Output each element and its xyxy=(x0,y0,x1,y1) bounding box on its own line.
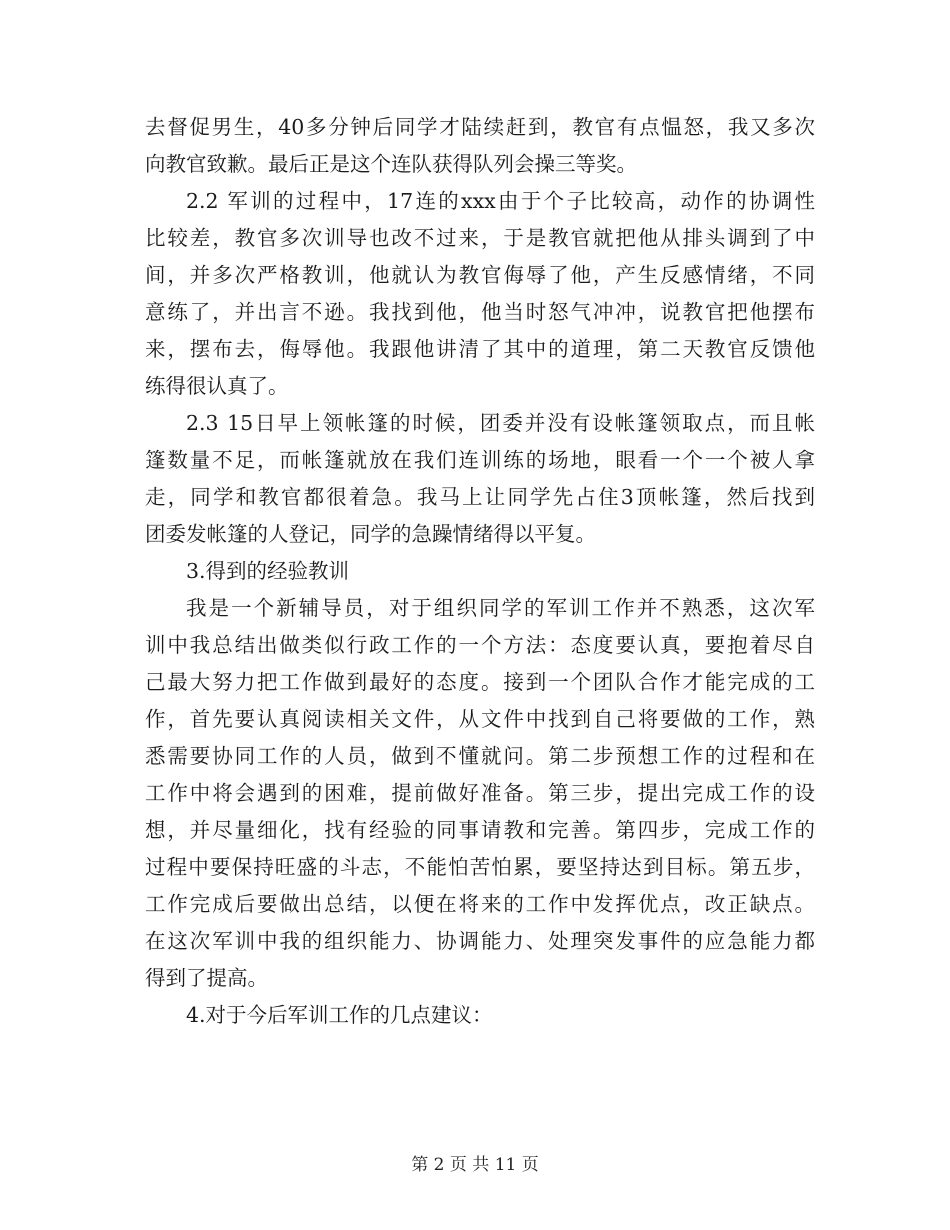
text-line: 训中我总结出做类似行政工作的一个方法：态度要认真，要抱着尽自 xyxy=(145,633,815,657)
text-line: 悉需要协同工作的人员，做到不懂就问。第二步预想工作的过程和在 xyxy=(145,744,815,768)
text-line: 过程中要保持旺盛的斗志，不能怕苦怕累，要坚持达到目标。第五步， xyxy=(145,855,815,879)
text-line: 去督促男生，40多分钟后同学才陆续赶到，教官有点愠怒，我又多次 xyxy=(145,115,815,139)
text-line: 比较差，教官多次训导也改不过来，于是教官就把他从排头调到了中 xyxy=(145,226,815,250)
text-line: 间，并多次严格教训，他就认为教官侮辱了他，产生反感情绪，不同 xyxy=(145,263,815,287)
text-line: 走，同学和教官都很着急。我马上让同学先占住3顶帐篷，然后找到 xyxy=(145,485,815,509)
text-line: 练得很认真了。 xyxy=(145,374,289,398)
text-line: 想，并尽量细化，找有经验的同事请教和完善。第四步，完成工作的 xyxy=(145,818,815,842)
text-line: 工作中将会遇到的困难，提前做好准备。第三步，提出完成工作的设 xyxy=(145,781,815,805)
text-line: 2.3 15日早上领帐篷的时候，团委并没有设帐篷领取点，而且帐 xyxy=(186,411,815,435)
text-line: 向教官致歉。最后正是这个连队获得队列会操三等奖。 xyxy=(145,152,637,176)
section-heading: 4.对于今后军训工作的几点建议： xyxy=(186,1003,493,1027)
text-line: 在这次军训中我的组织能力、协调能力、处理突发事件的应急能力都 xyxy=(145,929,815,953)
page-number-footer: 第 2 页 共 11 页 xyxy=(411,1155,539,1175)
text-line: 作，首先要认真阅读相关文件，从文件中找到自己将要做的工作，熟 xyxy=(145,707,815,731)
section-heading: 3.得到的经验教训 xyxy=(186,559,350,583)
text-line: 得到了提高。 xyxy=(145,966,268,990)
text-line: 己最大努力把工作做到最好的态度。接到一个团队合作才能完成的工 xyxy=(145,670,815,694)
text-line: 篷数量不足，而帐篷就放在我们连训练的场地，眼看一个一个被人拿 xyxy=(145,448,815,472)
text-line: 工作完成后要做出总结，以便在将来的工作中发挥优点，改正缺点。 xyxy=(145,892,815,916)
text-line: 2.2 军训的过程中，17连的xxx由于个子比较高，动作的协调性 xyxy=(186,189,815,213)
text-line: 来，摆布去，侮辱他。我跟他讲清了其中的道理，第二天教官反馈他 xyxy=(145,337,815,361)
text-line: 团委发帐篷的人登记，同学的急躁情绪得以平复。 xyxy=(145,522,596,546)
text-line: 意练了，并出言不逊。我找到他，他当时怒气冲冲，说教官把他摆布 xyxy=(145,300,815,324)
text-line: 我是一个新辅导员，对于组织同学的军训工作并不熟悉，这次军 xyxy=(186,596,815,620)
